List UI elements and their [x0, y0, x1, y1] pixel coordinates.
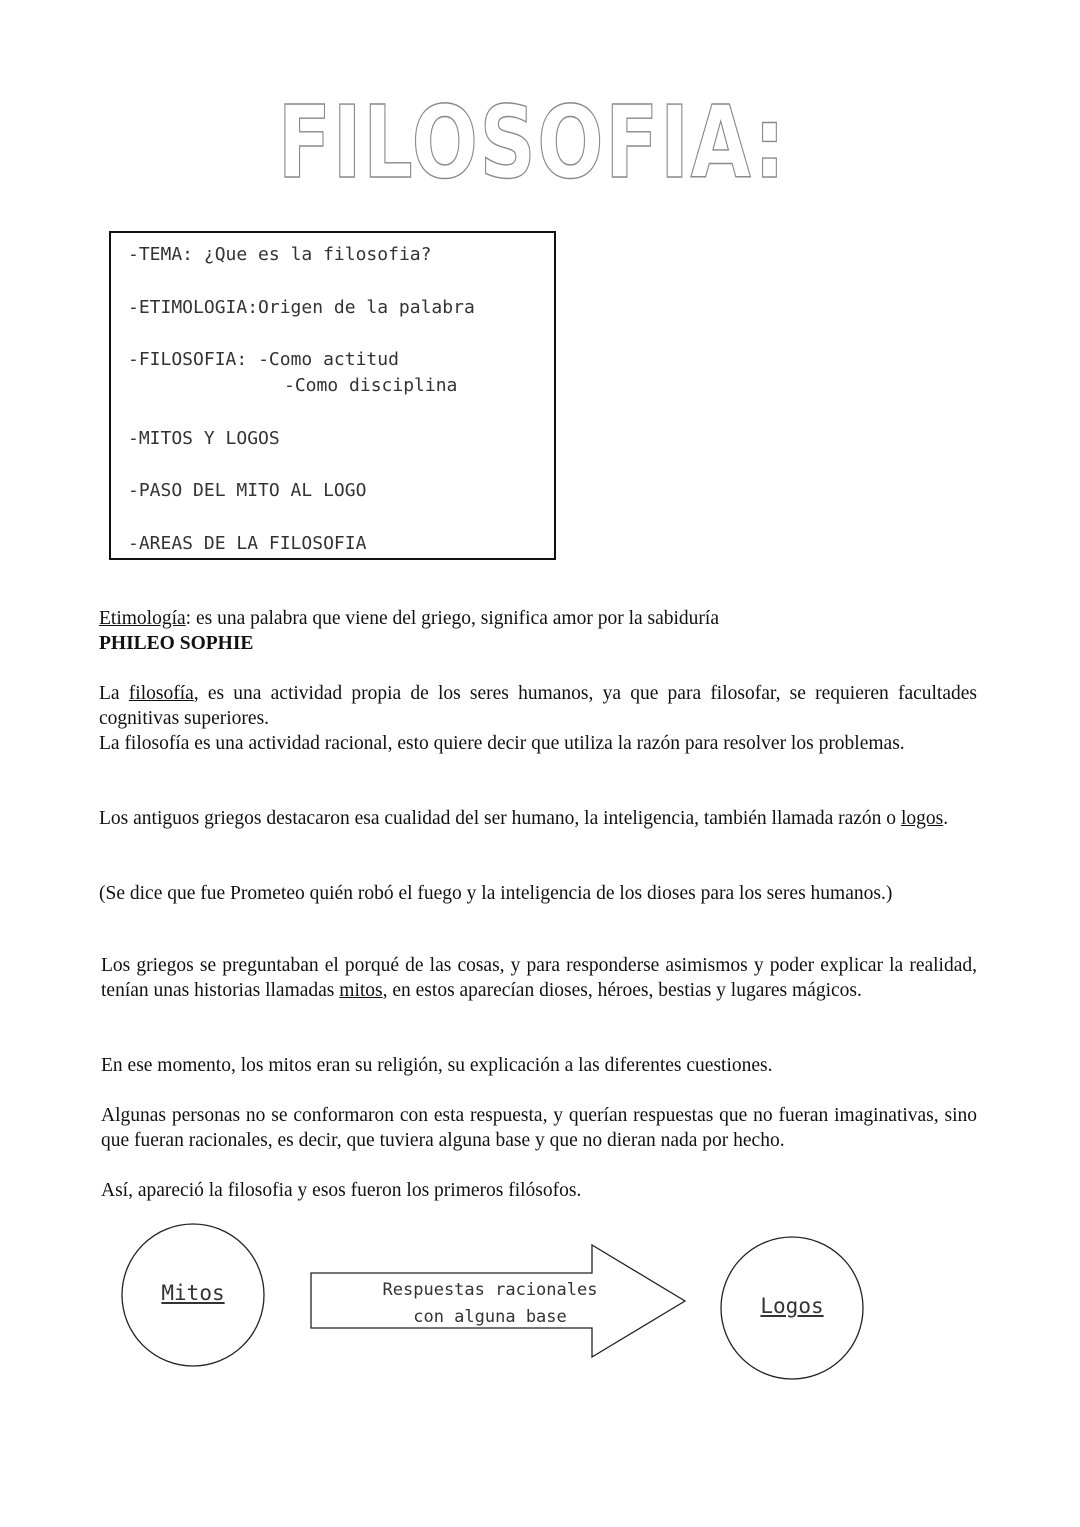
p4-end: . [943, 808, 949, 829]
mitos-paragraph [101, 953, 977, 1003]
topic-areas: -AREAS DE LA FILOSOFIA [128, 533, 367, 554]
topic-filosofia-label: -FILOSOFIA: [128, 349, 248, 370]
prometeo-paragraph: (Se dice que fue Prometeo quién robó el fuego y la inteligencia de los dioses para los seres humanos.) [99, 883, 893, 904]
topic-filosofia-actitud: -Como actitud [258, 349, 399, 370]
topic-etimologia: -ETIMOLOGIA:Origen de la palabra [128, 297, 475, 318]
p2-start: La [99, 683, 129, 704]
topic-filosofia-disciplina: -Como disciplina [284, 375, 458, 396]
racional-paragraph: La filosofía es una actividad racional, esto quiere decir que utiliza la razón para resolver los problemas. [99, 733, 905, 754]
mitos-label: Mitos [161, 1281, 225, 1305]
topic-tema-value: ¿Que es la filosofia? [203, 244, 432, 265]
topics-box [109, 231, 556, 560]
conclusion-paragraph: Así, apareció la filosofia y esos fueron los primeros filósofos. [101, 1180, 582, 1201]
phileo-sophie: PHILEO SOPHIE [99, 633, 254, 654]
arrow-label-line1: Respuestas racionales [382, 1280, 598, 1300]
arrow-label-line2: con alguna base [413, 1307, 567, 1327]
topic-tema [128, 244, 431, 265]
topic-tema-label: -TEMA: [128, 244, 194, 265]
griegos-paragraph [99, 806, 977, 831]
etymology-paragraph [99, 606, 977, 656]
mito-logos-diagram [0, 1215, 1080, 1395]
logos-label: Logos [760, 1294, 824, 1318]
p4-start: Los antiguos griegos destacaron esa cualidad del ser humano, la inteligencia, también llamada razón o [99, 808, 901, 829]
topic-filosofia [128, 349, 399, 370]
topic-paso: -PASO DEL MITO AL LOGO [128, 480, 367, 501]
etymology-term: Etimología [99, 608, 186, 629]
arrow-label [330, 1277, 650, 1331]
racionales-paragraph: Algunas personas no se conformaron con esta respuesta, y querían respuestas que no fueran imaginativas, sino que fueran racionales, es decir, que tuviera alguna base y que no dieran nada por hecho. [101, 1105, 977, 1151]
logos-term: logos [900, 808, 944, 829]
p6-rest: , en estos aparecían dioses, héroes, bestias y lugares mágicos. [382, 980, 862, 1001]
filosofia-paragraph [99, 681, 977, 731]
p2-rest: , es una actividad propia de los seres humanos, ya que para filosofar, se requieren facultades cognitivas superiores. [99, 683, 977, 729]
religion-paragraph: En ese momento, los mitos eran su religión, su explicación a las diferentes cuestiones. [101, 1055, 773, 1076]
etymology-text: : es una palabra que viene del griego, significa amor por la sabiduría [185, 608, 720, 629]
page-title: FILOSOFIA: [277, 84, 787, 201]
p6-start: Los griegos se preguntaban el porqué de las cosas, y para responderse asimismos y poder explicar la realidad, tenían unas historias llamadas [101, 955, 977, 1001]
filosofia-term: filosofía [128, 683, 194, 704]
mitos-term: mitos [339, 980, 383, 1001]
topic-mitos-logos: -MITOS Y LOGOS [128, 428, 280, 449]
